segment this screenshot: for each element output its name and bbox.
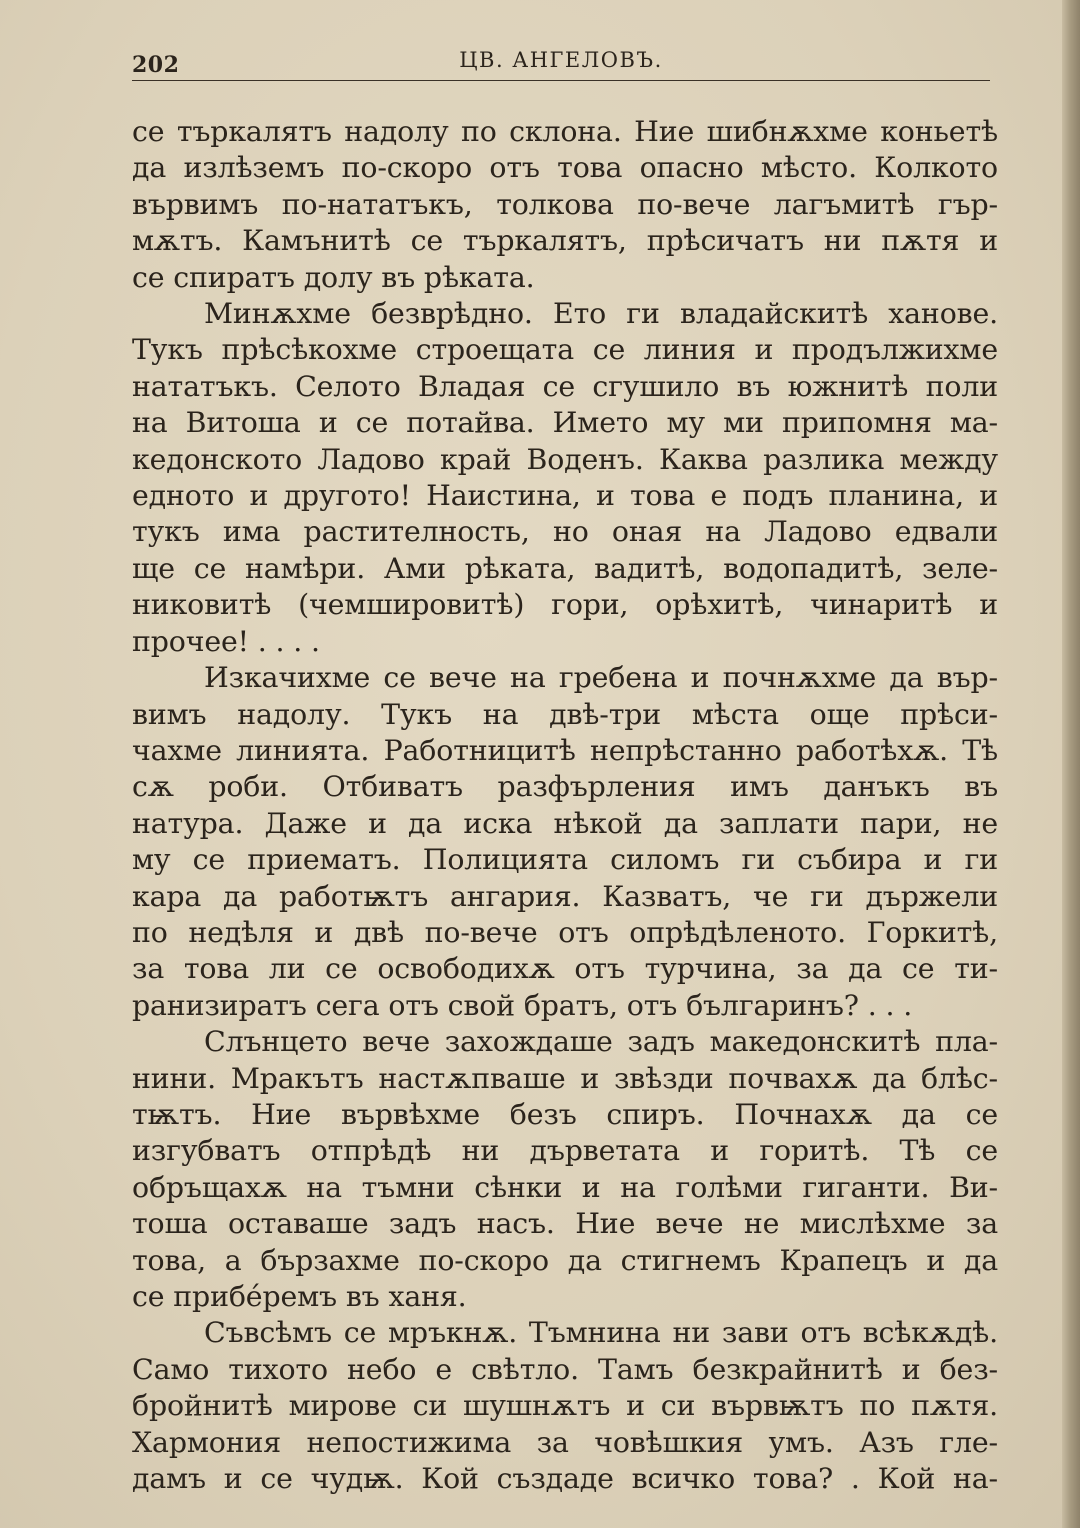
paragraph — [132, 1024, 998, 1315]
paragraph — [132, 114, 998, 296]
text-line: тоша оставаше задъ насъ. Ние вече не мислѣхме за — [132, 1207, 998, 1241]
page-header — [132, 42, 990, 82]
text-line: ранизиратъ сега отъ свой братъ, отъ българинъ? . . . — [132, 988, 913, 1022]
text-line: мѫтъ. Камънитѣ се търкалятъ, прѣсичатъ ни пѫтя и — [132, 224, 998, 258]
text-line: кара да работѭтъ ангария. Казватъ, че ги държели — [132, 879, 998, 913]
text-line: това, а бързахме по-скоро да стигнемъ Крапецъ и да — [132, 1243, 998, 1277]
text-line: прочее! . . . . — [132, 624, 320, 658]
paragraph — [132, 296, 998, 660]
binding-edge — [1062, 0, 1080, 1528]
paragraph — [132, 660, 998, 1024]
page-number: 202 — [132, 52, 180, 78]
text-line: сѫ роби. Отбиватъ разфърления имъ данъкъ въ — [132, 770, 998, 804]
text-line: едното и другото! Наистина, и това е подъ планина, и — [132, 479, 998, 513]
header-rule — [132, 80, 990, 81]
text-line: се търкалятъ надолу по склона. Ние шибнѫхме коньетѣ — [132, 115, 998, 148]
text-line: дамъ и се чудѭ. Кой създаде всичко това? . Кой на- — [132, 1462, 998, 1496]
paragraph — [132, 1315, 998, 1497]
text-line: ще се намѣри. Ами рѣката, вадитѣ, водопадитѣ, зеле- — [132, 551, 998, 585]
text-line: изгубватъ отпрѣдѣ ни дърветата и горитѣ. Тѣ се — [132, 1134, 998, 1168]
text-line: вимъ надолу. Тукъ на двѣ-три мѣста още прѣси- — [132, 697, 998, 731]
text-line: нататъкъ. Селото Владая се сгушило въ южнитѣ поли — [132, 369, 998, 403]
text-line: Хармония непостижима за човѣшкия умъ. Азъ гле- — [132, 1425, 998, 1459]
text-line: чахме линията. Работницитѣ непрѣстанно работѣхѫ. Тѣ — [132, 733, 998, 767]
text-line: Изкачихме се вече на гребена и почнѫхме да вър- — [204, 661, 998, 695]
text-line: Само тихото небо е свѣтло. Тамъ безкрайнитѣ и без- — [132, 1352, 998, 1386]
text-line: натура. Даже и да иска нѣкой да заплати пари, не — [132, 806, 998, 840]
text-line: за това ли се освободихѫ отъ турчина, за да се ти- — [132, 952, 998, 986]
text-line: тѭтъ. Ние вървѣхме безъ спиръ. Почнахѫ да се — [132, 1097, 998, 1131]
text-line: тукъ има растителность, но оная на Ладово едвали — [132, 515, 998, 549]
text-line: Слънцето вече захождаше задъ македонскитѣ пла- — [204, 1025, 998, 1059]
text-line: да излѣземъ по-скоро отъ това опасно мѣсто. Колкото — [132, 151, 998, 185]
body-text — [132, 114, 998, 1497]
text-line: обръщахѫ на тъмни сѣнки и на голѣми гиганти. Ви- — [132, 1170, 998, 1204]
text-line: на Витоша и се потайва. Името му ми припомня ма- — [132, 406, 998, 440]
text-line: му се приематъ. Полицията силомъ ги събира и ги — [132, 843, 998, 877]
text-line: се прибéремъ въ ханя. — [132, 1280, 467, 1313]
text-line: нини. Мракътъ настѫпваше и звѣзди почвахѫ да блѣс- — [132, 1061, 998, 1095]
running-head: ЦВ. АНГЕЛОВЪ. — [459, 48, 663, 72]
text-line: вървимъ по-нататъкъ, толкова по-вече лагъмитѣ гър- — [132, 187, 998, 221]
text-line: никовитѣ (чемшировитѣ) гори, орѣхитѣ, чинаритѣ и — [132, 588, 998, 622]
text-line: Минѫхме безврѣдно. Ето ги владайскитѣ ханове. — [204, 297, 998, 331]
text-line: Съвсѣмъ се мръкнѫ. Тъмнина ни зави отъ всѣкѫдѣ. — [204, 1316, 998, 1350]
text-line: бройнитѣ мирове си шушнѫтъ и си вървѭтъ по пѫтя. — [132, 1389, 998, 1423]
text-line: се спиратъ долу въ рѣката. — [132, 260, 535, 294]
text-line: по недѣля и двѣ по-вече отъ опрѣдѣленото. Горкитѣ, — [132, 915, 998, 949]
text-line: Тукъ прѣсѣкохме строещата се линия и продължихме — [132, 333, 998, 367]
text-line: кедонското Ладово край Воденъ. Каква разлика между — [132, 442, 998, 476]
